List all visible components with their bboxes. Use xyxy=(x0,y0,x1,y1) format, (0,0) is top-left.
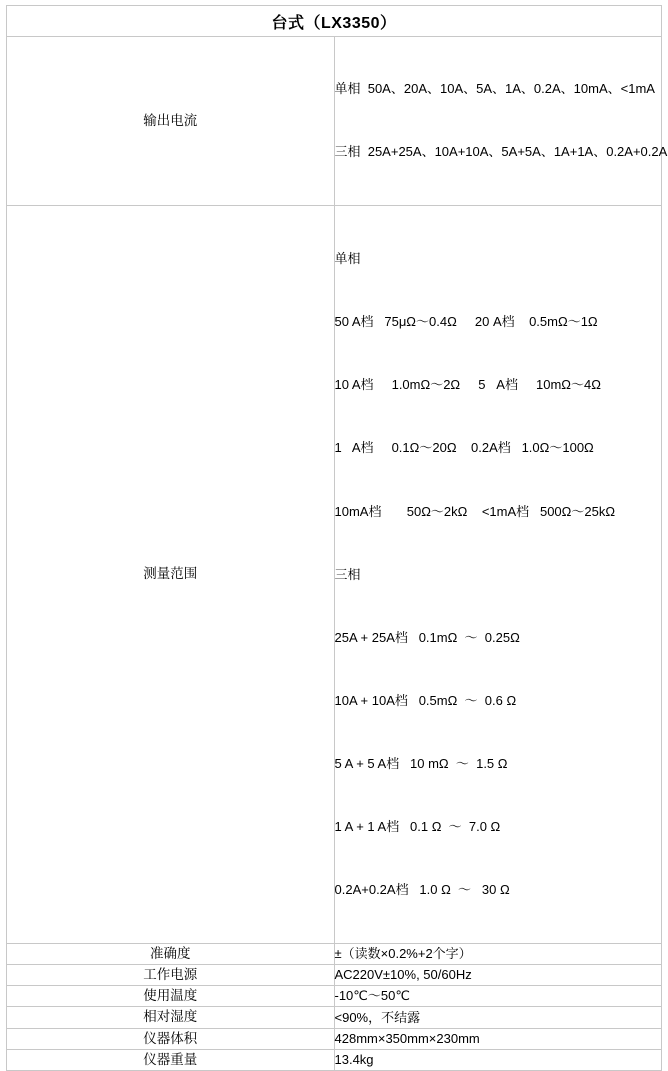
value-line: 单相 xyxy=(334,250,361,266)
specification-table xyxy=(6,5,668,1071)
value-line: 单相 50A、20A、10A、5A、1A、0.2A、10mA、<1mA xyxy=(334,81,655,97)
table-row xyxy=(7,37,662,206)
row-value-weight: 13.4kg xyxy=(334,1049,662,1070)
row-value-accuracy: ±（读数×0.2%+2个字） xyxy=(334,943,662,964)
table-row xyxy=(7,205,662,943)
row-label-output-current: 输出电流 xyxy=(7,37,335,206)
value-line: 10 A档 1.0mΩ～2Ω 5 A档 10mΩ～4Ω xyxy=(334,377,601,393)
row-label-dimensions: 仪器体积 xyxy=(7,1028,335,1049)
table-row xyxy=(7,943,662,964)
spec-sheet xyxy=(0,5,668,1068)
value-line: 1 A + 1 A档 0.1 Ω ～ 7.0 Ω xyxy=(334,819,501,835)
row-label-operating-temperature: 使用温度 xyxy=(7,986,335,1007)
value-line: 10A + 10A档 0.5mΩ ～ 0.6 Ω xyxy=(334,692,517,708)
row-value-operating-temperature: -10℃～50℃ xyxy=(334,986,662,1007)
table-title: 台式（LX3350） xyxy=(7,6,662,37)
row-value-power-supply: AC220V±10%, 50/60Hz xyxy=(334,964,662,985)
table-row xyxy=(7,1028,662,1049)
row-label-accuracy: 准确度 xyxy=(7,943,335,964)
table-row xyxy=(7,1049,662,1070)
row-value-output-current xyxy=(334,37,668,206)
value-line: 25A + 25A档 0.1mΩ ～ 0.25Ω xyxy=(334,629,520,645)
row-value-measure-range xyxy=(334,205,662,943)
row-label-measure-range: 测量范围 xyxy=(7,205,335,943)
value-line: 三相 xyxy=(334,566,361,582)
value-line: 50 A档 75μΩ～0.4Ω 20 A档 0.5mΩ～1Ω xyxy=(334,314,598,330)
row-value-dimensions: 428mm×350mm×230mm xyxy=(334,1028,662,1049)
table-row xyxy=(7,964,662,985)
row-value-relative-humidity: <90%，不结露 xyxy=(334,1007,662,1028)
value-line: 三相 25A+25A、10A+10A、5A+5A、1A+1A、0.2A+0.2A xyxy=(334,143,668,159)
value-line: 0.2A+0.2A档 1.0 Ω ～ 30 Ω xyxy=(334,882,510,898)
row-label-weight: 仪器重量 xyxy=(7,1049,335,1070)
row-label-relative-humidity: 相对湿度 xyxy=(7,1007,335,1028)
table-title-row xyxy=(7,6,662,37)
table-row xyxy=(7,986,662,1007)
value-line: 5 A + 5 A档 10 mΩ ～ 1.5 Ω xyxy=(334,756,508,772)
value-line: 1 A档 0.1Ω～20Ω 0.2A档 1.0Ω～100Ω xyxy=(334,440,594,456)
row-label-power-supply: 工作电源 xyxy=(7,964,335,985)
table-row xyxy=(7,1007,662,1028)
value-line: 10mA档 50Ω～2kΩ <1mA档 500Ω～25kΩ xyxy=(334,503,616,519)
